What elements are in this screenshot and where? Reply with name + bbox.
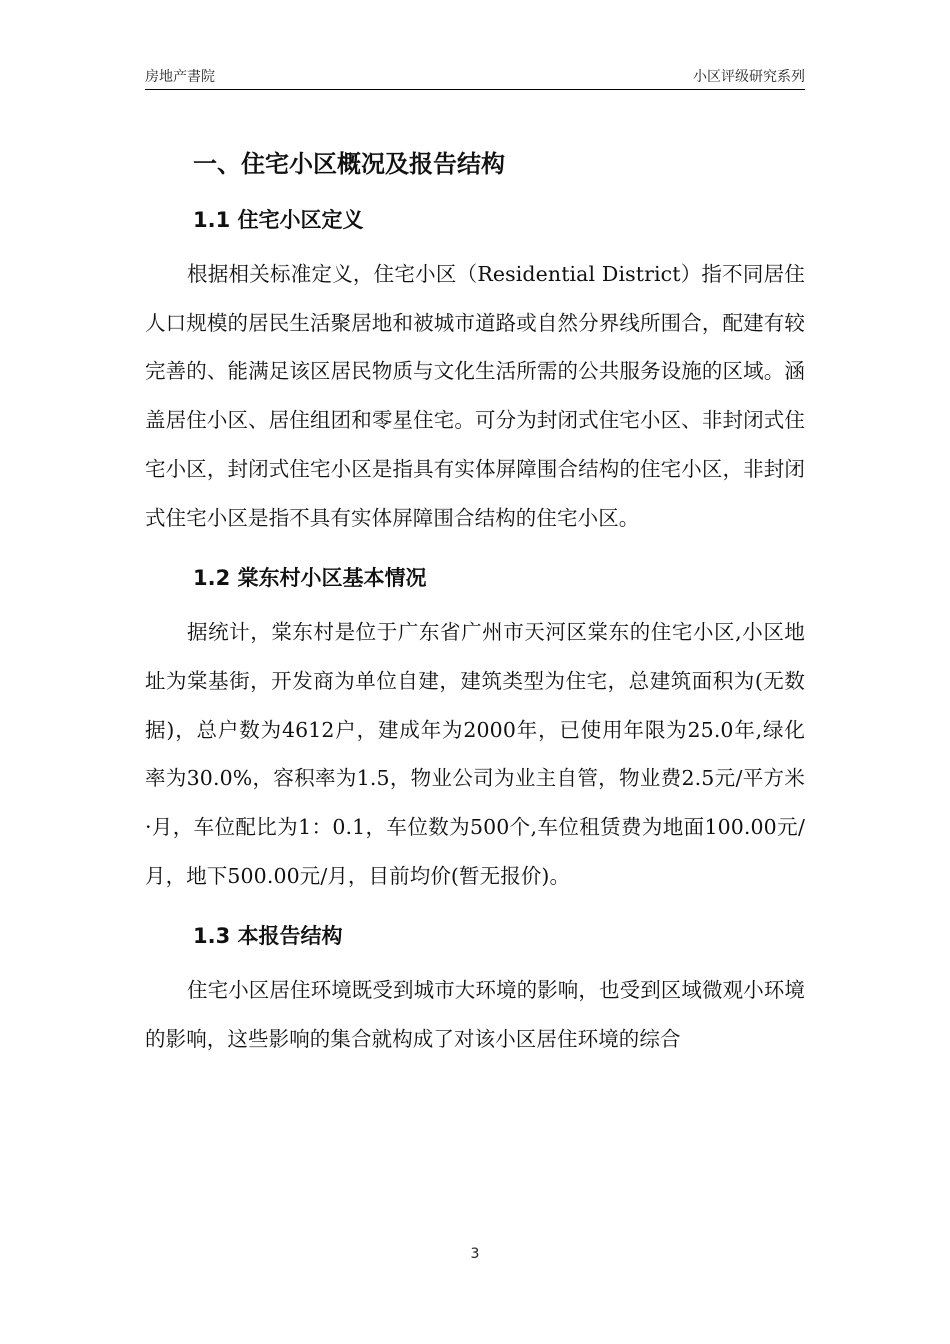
header-series-title: 小区评级研究系列 <box>693 69 805 85</box>
page-number: 3 <box>470 1246 480 1262</box>
page-header <box>145 66 805 90</box>
header-divider <box>145 89 805 90</box>
paragraph-definition: 根据相关标准定义，住宅小区（Residential District）指不同居住人口规模的居民生活聚居地和被城市道路或自然分界线所围合，配建有较完善的、能满足该区居民物质与文化生活所需的公共服务设施的区域。涵盖居住小区、居住组团和零星住宅。可分为封闭式住宅小区、非封闭式住宅小区，封闭式住宅小区是指具有实体屏障围合结构的住宅小区，非封闭式住宅小区是指不具有实体屏障围合结构的住宅小区。 <box>145 262 805 530</box>
header-publisher: 房地产書院 <box>145 69 215 85</box>
paragraph-report-structure: 住宅小区居住环境既受到城市大环境的影响，也受到区域微观小环境的影响，这些影响的集合就构成了对该小区居住环境的综合 <box>145 978 805 1052</box>
subsection-title-basic-info: 1.2 棠东村小区基本情况 <box>193 566 427 591</box>
paragraph-basic-info: 据统计，棠东村是位于广东省广州市天河区棠东的住宅小区,小区地址为棠基街，开发商为单位自建，建筑类型为住宅，总建筑面积为(无数据)，总户数为4612户，建成年为2000年，已使用年限为25.0年,绿化率为30.0%，容积率为1.5，物业公司为业主自管，物业费2.5元/平方米·月，车位配比为1：0.1，车位数为500个,车位租赁费为地面100.00元/月，地下500.00元/月，目前均价(暂无报价)。 <box>145 620 805 888</box>
subsection-title-definition: 1.1 住宅小区定义 <box>193 208 364 232</box>
section-title: 一、住宅小区概况及报告结构 <box>193 150 505 178</box>
subsection-title-report-structure: 1.3 本报告结构 <box>193 924 343 949</box>
page-content <box>145 140 805 1078</box>
